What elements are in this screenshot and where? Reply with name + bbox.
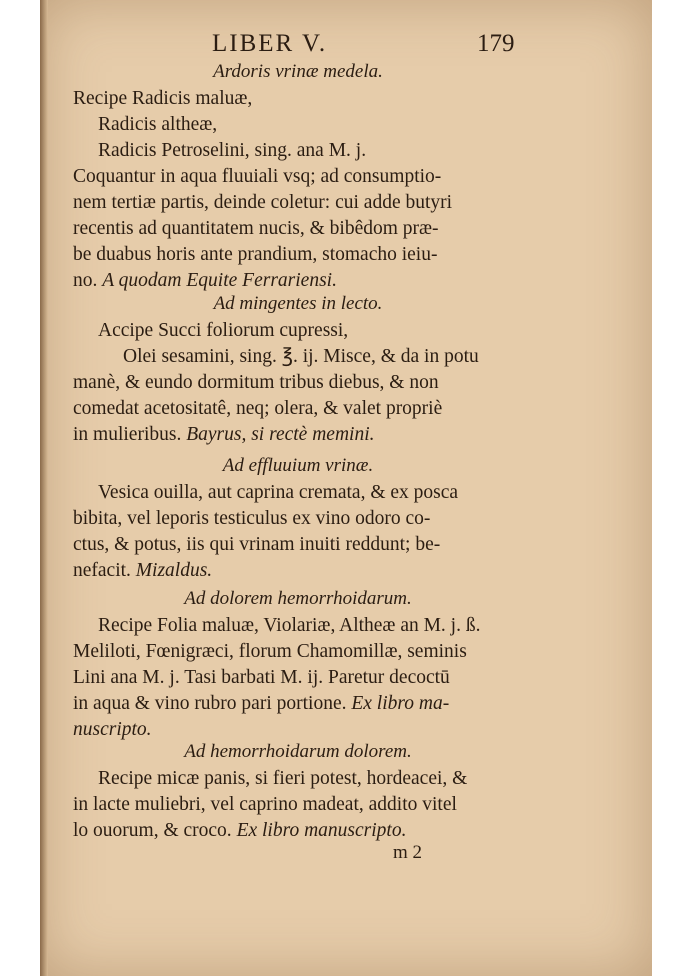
source-attribution: nuscripto. xyxy=(73,719,152,740)
text-line xyxy=(73,558,523,584)
source-attribution: Ex libro manuscripto. xyxy=(236,820,407,841)
text-line: be duabus horis ante prandium, stomacho ieiu- xyxy=(73,244,438,265)
section-heading: Ad effluuium vrinæ. xyxy=(222,455,374,476)
source-attribution: Ex libro ma- xyxy=(351,693,450,714)
line-text: in mulieribus. xyxy=(73,424,182,445)
recipe-section xyxy=(73,58,523,294)
section-heading: Ad dolorem hemorrhoidarum. xyxy=(184,588,412,609)
text-line: comedat acetositatê, neq; olera, & valet propriè xyxy=(73,398,443,419)
recipe-section xyxy=(73,738,523,844)
text-line: Coquantur in aqua fluuiali vsq; ad consumptio- xyxy=(73,166,442,187)
line-text: nefacit. xyxy=(73,560,131,581)
text-line: Accipe Succi foliorum cupressi, xyxy=(98,320,349,341)
running-title: LIBER V. xyxy=(212,30,328,57)
section-heading: Ardoris vrinæ medela. xyxy=(213,61,383,82)
binding-edge xyxy=(40,0,48,976)
signature-mark: m 2 xyxy=(393,842,423,863)
text-line: Recipe Radicis maluæ, xyxy=(73,88,253,109)
book-page xyxy=(40,0,652,976)
text-line: Lini ana M. j. Tasi barbati M. ij. Paretur decoctū xyxy=(73,667,450,688)
source-attribution: A quodam Equite Ferrariensi. xyxy=(102,270,337,291)
text-line xyxy=(73,422,523,448)
text-line: Recipe Folia maluæ, Violariæ, Altheæ an M. j. ß. xyxy=(98,615,481,636)
text-line: Radicis altheæ, xyxy=(98,114,218,135)
line-text: in aqua & vino rubro pari portione. xyxy=(73,693,347,714)
source-attribution: Mizaldus. xyxy=(135,560,213,581)
recipe-section xyxy=(73,585,523,743)
text-line: Meliloti, Fœnigræci, florum Chamomillæ, seminis xyxy=(73,641,467,662)
text-line: ctus, & potus, iis qui vrinam inuiti reddunt; be- xyxy=(73,534,441,555)
text-line: Olei sesamini, sing. ℥. ij. Misce, & da in potu xyxy=(123,346,479,367)
text-line: in lacte muliebri, vel caprino madeat, addito vitel xyxy=(73,794,457,815)
text-line: Vesica ouilla, aut caprina cremata, & ex posca xyxy=(98,482,459,503)
line-text: no. xyxy=(73,270,98,291)
source-attribution: Bayrus, si rectè memini. xyxy=(186,424,375,445)
text-line: Radicis Petroselini, sing. ana M. j. xyxy=(98,140,367,161)
text-line: recentis ad quantitatem nucis, & bibêdom præ- xyxy=(73,218,439,239)
page-header xyxy=(40,26,652,62)
section-heading: Ad mingentes in lecto. xyxy=(213,293,383,314)
recipe-section xyxy=(73,452,523,584)
line-text: lo ouorum, & croco. xyxy=(73,820,232,841)
section-heading: Ad hemorrhoidarum dolorem. xyxy=(184,741,412,762)
text-line: manè, & eundo dormitum tribus diebus, & non xyxy=(73,372,439,393)
text-line: nem tertiæ partis, deinde coletur: cui adde butyri xyxy=(73,192,453,213)
text-line: Recipe micæ panis, si fieri potest, hordeacei, & xyxy=(98,768,468,789)
text-line: bibita, vel leporis testiculus ex vino odoro co- xyxy=(73,508,431,529)
page-number: 179 xyxy=(477,30,515,57)
text-line xyxy=(73,691,523,717)
text-line xyxy=(73,818,523,844)
recipe-section xyxy=(73,290,523,448)
